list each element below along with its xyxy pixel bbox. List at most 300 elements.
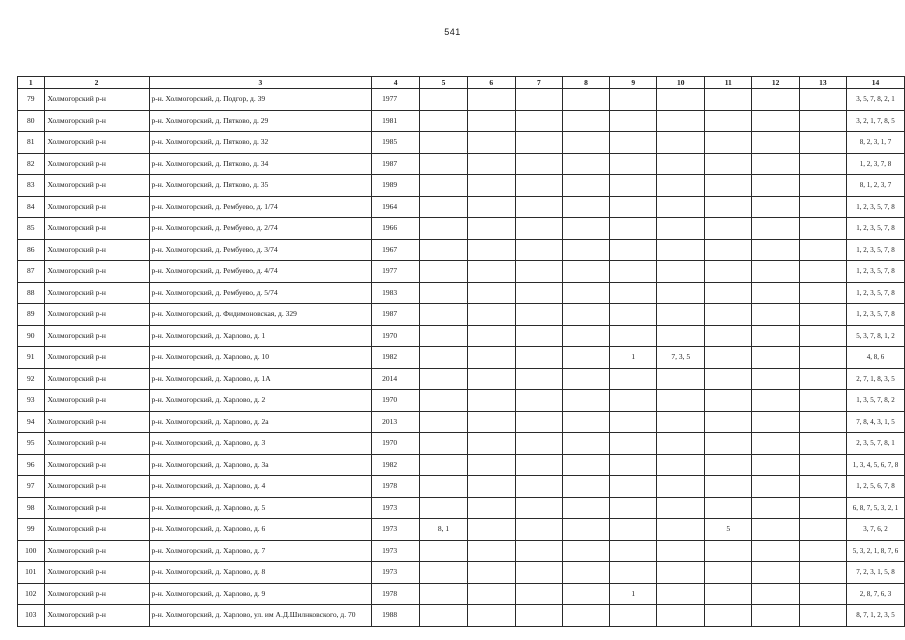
address-cell: р-н. Холмогорский, д. Рембуево, д. 4/74 [149, 261, 372, 283]
col7-cell [515, 605, 562, 627]
district-cell: Холмогорский р-н [44, 497, 149, 519]
column-header-1: 1 [18, 77, 45, 89]
column-header-12: 12 [752, 77, 799, 89]
col6-cell [467, 153, 515, 175]
row-number: 92 [18, 368, 45, 390]
col9-cell [610, 153, 657, 175]
col14-cell: 3, 5, 7, 8, 2, 1 [847, 89, 905, 111]
col5-cell [420, 282, 468, 304]
district-cell: Холмогорский р-н [44, 132, 149, 154]
col11-cell [705, 390, 752, 412]
column-header-10: 10 [657, 77, 705, 89]
col10-cell [657, 411, 705, 433]
col6-cell [467, 411, 515, 433]
column-header-4: 4 [372, 77, 420, 89]
col10-cell [657, 304, 705, 326]
col7-cell [515, 325, 562, 347]
col6-cell [467, 282, 515, 304]
district-cell: Холмогорский р-н [44, 540, 149, 562]
col10-cell [657, 175, 705, 197]
table-row [18, 347, 905, 369]
district-cell: Холмогорский р-н [44, 433, 149, 455]
col14-cell: 3, 7, 6, 2 [847, 519, 905, 541]
col10-cell: 7, 3, 5 [657, 347, 705, 369]
col9-cell [610, 304, 657, 326]
col12-cell [752, 153, 799, 175]
district-cell: Холмогорский р-н [44, 175, 149, 197]
col6-cell [467, 454, 515, 476]
col13-cell [799, 497, 846, 519]
col7-cell [515, 261, 562, 283]
col7-cell [515, 218, 562, 240]
col8-cell [562, 325, 609, 347]
col8-cell [562, 89, 609, 111]
col13-cell [799, 454, 846, 476]
col5-cell [420, 368, 468, 390]
table-body [18, 89, 905, 627]
col9-cell [610, 368, 657, 390]
col7-cell [515, 476, 562, 498]
col7-cell [515, 89, 562, 111]
table-row [18, 196, 905, 218]
address-cell: р-н. Холмогорский, д. Рембуево, д. 5/74 [149, 282, 372, 304]
district-cell: Холмогорский р-н [44, 282, 149, 304]
address-cell: р-н. Холмогорский, д. Харлово, д. 3а [149, 454, 372, 476]
col6-cell [467, 583, 515, 605]
address-cell: р-н. Холмогорский, д. Харлово, ул. им А.Д.Шилнковского, д. 70 [149, 605, 372, 627]
col11-cell [705, 562, 752, 584]
table-row [18, 282, 905, 304]
col13-cell [799, 175, 846, 197]
col7-cell [515, 110, 562, 132]
col12-cell [752, 583, 799, 605]
year-cell: 1987 [372, 304, 420, 326]
col5-cell [420, 153, 468, 175]
col10-cell [657, 454, 705, 476]
row-number: 94 [18, 411, 45, 433]
table-row [18, 368, 905, 390]
year-cell: 1977 [372, 89, 420, 111]
col12-cell [752, 390, 799, 412]
col6-cell [467, 325, 515, 347]
address-cell: р-н. Холмогорский, д. Рембуево, д. 3/74 [149, 239, 372, 261]
col13-cell [799, 605, 846, 627]
col13-cell [799, 476, 846, 498]
col11-cell [705, 583, 752, 605]
row-number: 99 [18, 519, 45, 541]
address-cell: р-н. Холмогорский, д. Харлово, д. 5 [149, 497, 372, 519]
col9-cell [610, 196, 657, 218]
col5-cell [420, 433, 468, 455]
district-cell: Холмогорский р-н [44, 239, 149, 261]
col12-cell [752, 605, 799, 627]
col13-cell [799, 304, 846, 326]
col9-cell [610, 540, 657, 562]
district-cell: Холмогорский р-н [44, 411, 149, 433]
district-cell: Холмогорский р-н [44, 583, 149, 605]
col13-cell [799, 411, 846, 433]
row-number: 88 [18, 282, 45, 304]
col12-cell [752, 497, 799, 519]
row-number: 81 [18, 132, 45, 154]
col5-cell [420, 304, 468, 326]
col8-cell [562, 218, 609, 240]
col14-cell: 1, 3, 4, 5, 6, 7, 8 [847, 454, 905, 476]
col14-cell: 1, 2, 5, 6, 7, 8 [847, 476, 905, 498]
col12-cell [752, 476, 799, 498]
col11-cell [705, 282, 752, 304]
column-header-13: 13 [799, 77, 846, 89]
col13-cell [799, 390, 846, 412]
district-cell: Холмогорский р-н [44, 261, 149, 283]
year-cell: 1978 [372, 583, 420, 605]
year-cell: 2013 [372, 411, 420, 433]
col6-cell [467, 497, 515, 519]
col7-cell [515, 583, 562, 605]
col5-cell [420, 175, 468, 197]
col5-cell [420, 411, 468, 433]
col5-cell [420, 239, 468, 261]
col13-cell [799, 89, 846, 111]
col10-cell [657, 89, 705, 111]
col13-cell [799, 282, 846, 304]
address-cell: р-н. Холмогорский, д. Харлово, д. 3 [149, 433, 372, 455]
year-cell: 1973 [372, 540, 420, 562]
col12-cell [752, 132, 799, 154]
year-cell: 1987 [372, 153, 420, 175]
year-cell: 1988 [372, 605, 420, 627]
col14-cell: 2, 7, 1, 8, 3, 5 [847, 368, 905, 390]
year-cell: 1981 [372, 110, 420, 132]
district-cell: Холмогорский р-н [44, 218, 149, 240]
col6-cell [467, 239, 515, 261]
table-row [18, 325, 905, 347]
col12-cell [752, 110, 799, 132]
col8-cell [562, 132, 609, 154]
row-number: 84 [18, 196, 45, 218]
col6-cell [467, 390, 515, 412]
col13-cell [799, 110, 846, 132]
col11-cell [705, 175, 752, 197]
row-number: 93 [18, 390, 45, 412]
col5-cell [420, 540, 468, 562]
col14-cell: 7, 2, 3, 1, 5, 8 [847, 562, 905, 584]
year-cell: 1964 [372, 196, 420, 218]
district-cell: Холмогорский р-н [44, 605, 149, 627]
col13-cell [799, 261, 846, 283]
col9-cell [610, 433, 657, 455]
col9-cell [610, 239, 657, 261]
year-cell: 2014 [372, 368, 420, 390]
table-row [18, 497, 905, 519]
col5-cell [420, 89, 468, 111]
address-cell: р-н. Холмогорский, д. Пятково, д. 32 [149, 132, 372, 154]
col14-cell: 1, 2, 3, 5, 7, 8 [847, 304, 905, 326]
col9-cell [610, 282, 657, 304]
col7-cell [515, 497, 562, 519]
row-number: 101 [18, 562, 45, 584]
col11-cell [705, 411, 752, 433]
table-row [18, 218, 905, 240]
district-cell: Холмогорский р-н [44, 519, 149, 541]
col5-cell [420, 261, 468, 283]
col13-cell [799, 132, 846, 154]
col5-cell [420, 110, 468, 132]
address-cell: р-н. Холмогорский, д. Харлово, д. 1 [149, 325, 372, 347]
col14-cell: 2, 3, 5, 7, 8, 1 [847, 433, 905, 455]
col9-cell [610, 605, 657, 627]
address-cell: р-н. Холмогорский, д. Харлово, д. 6 [149, 519, 372, 541]
col6-cell [467, 304, 515, 326]
col8-cell [562, 347, 609, 369]
address-cell: р-н. Холмогорский, д. Подгор, д. 39 [149, 89, 372, 111]
col11-cell [705, 153, 752, 175]
district-cell: Холмогорский р-н [44, 153, 149, 175]
col14-cell: 8, 7, 1, 2, 3, 5 [847, 605, 905, 627]
column-header-9: 9 [610, 77, 657, 89]
col10-cell [657, 110, 705, 132]
column-header-8: 8 [562, 77, 609, 89]
col12-cell [752, 562, 799, 584]
col8-cell [562, 153, 609, 175]
address-cell: р-н. Холмогорский, д. Харлово, д. 2а [149, 411, 372, 433]
col13-cell [799, 325, 846, 347]
col12-cell [752, 89, 799, 111]
year-cell: 1982 [372, 454, 420, 476]
header-row [18, 77, 905, 89]
col12-cell [752, 368, 799, 390]
table-row [18, 411, 905, 433]
row-number: 79 [18, 89, 45, 111]
address-cell: р-н. Холмогорский, д. Харлово, д. 7 [149, 540, 372, 562]
col13-cell [799, 519, 846, 541]
col10-cell [657, 239, 705, 261]
district-cell: Холмогорский р-н [44, 368, 149, 390]
address-cell: р-н. Холмогорский, д. Рембуево, д. 1/74 [149, 196, 372, 218]
col8-cell [562, 605, 609, 627]
year-cell: 1977 [372, 261, 420, 283]
row-number: 82 [18, 153, 45, 175]
col9-cell [610, 325, 657, 347]
year-cell: 1973 [372, 497, 420, 519]
col5-cell [420, 562, 468, 584]
col7-cell [515, 132, 562, 154]
col10-cell [657, 497, 705, 519]
data-table [17, 76, 905, 627]
column-header-2: 2 [44, 77, 149, 89]
col9-cell [610, 175, 657, 197]
table-row [18, 89, 905, 111]
row-number: 80 [18, 110, 45, 132]
row-number: 87 [18, 261, 45, 283]
col7-cell [515, 519, 562, 541]
col11-cell [705, 497, 752, 519]
col8-cell [562, 433, 609, 455]
col7-cell [515, 433, 562, 455]
col13-cell [799, 583, 846, 605]
row-number: 96 [18, 454, 45, 476]
row-number: 102 [18, 583, 45, 605]
year-cell: 1978 [372, 476, 420, 498]
col6-cell [467, 132, 515, 154]
col12-cell [752, 433, 799, 455]
col11-cell: 5 [705, 519, 752, 541]
col11-cell [705, 347, 752, 369]
col8-cell [562, 175, 609, 197]
col8-cell [562, 368, 609, 390]
table-row [18, 540, 905, 562]
district-cell: Холмогорский р-н [44, 347, 149, 369]
year-cell: 1985 [372, 132, 420, 154]
col12-cell [752, 239, 799, 261]
col7-cell [515, 347, 562, 369]
col12-cell [752, 218, 799, 240]
col8-cell [562, 519, 609, 541]
col14-cell: 5, 3, 7, 8, 1, 2 [847, 325, 905, 347]
col10-cell [657, 218, 705, 240]
col8-cell [562, 282, 609, 304]
district-cell: Холмогорский р-н [44, 89, 149, 111]
col9-cell: 1 [610, 347, 657, 369]
col6-cell [467, 476, 515, 498]
col12-cell [752, 540, 799, 562]
col14-cell: 4, 8, 6 [847, 347, 905, 369]
col8-cell [562, 476, 609, 498]
col8-cell [562, 304, 609, 326]
col14-cell: 1, 2, 3, 5, 7, 8 [847, 239, 905, 261]
page-number: 541 [444, 27, 461, 37]
col11-cell [705, 433, 752, 455]
table-row [18, 390, 905, 412]
year-cell: 1973 [372, 519, 420, 541]
row-number: 85 [18, 218, 45, 240]
col9-cell: 1 [610, 583, 657, 605]
address-cell: р-н. Холмогорский, д. Харлово, д. 9 [149, 583, 372, 605]
col7-cell [515, 304, 562, 326]
row-number: 98 [18, 497, 45, 519]
col5-cell [420, 218, 468, 240]
col10-cell [657, 433, 705, 455]
col12-cell [752, 261, 799, 283]
district-cell: Холмогорский р-н [44, 325, 149, 347]
col13-cell [799, 347, 846, 369]
col11-cell [705, 304, 752, 326]
address-cell: р-н. Холмогорский, д. Пятково, д. 34 [149, 153, 372, 175]
col10-cell [657, 605, 705, 627]
col5-cell [420, 476, 468, 498]
col9-cell [610, 497, 657, 519]
address-cell: р-н. Холмогорский, д. Пятково, д. 35 [149, 175, 372, 197]
col7-cell [515, 390, 562, 412]
col12-cell [752, 196, 799, 218]
address-cell: р-н. Холмогорский, д. Харлово, д. 1А [149, 368, 372, 390]
col11-cell [705, 540, 752, 562]
table-row [18, 433, 905, 455]
col5-cell [420, 196, 468, 218]
table-row [18, 562, 905, 584]
table-row [18, 304, 905, 326]
col11-cell [705, 325, 752, 347]
col7-cell [515, 175, 562, 197]
col6-cell [467, 347, 515, 369]
district-cell: Холмогорский р-н [44, 454, 149, 476]
address-cell: р-н. Холмогорский, д. Фидимоновская, д. 329 [149, 304, 372, 326]
col10-cell [657, 368, 705, 390]
col8-cell [562, 583, 609, 605]
col6-cell [467, 519, 515, 541]
year-cell: 1970 [372, 433, 420, 455]
col6-cell [467, 368, 515, 390]
col7-cell [515, 454, 562, 476]
col12-cell [752, 454, 799, 476]
address-cell: р-н. Холмогорский, д. Харлово, д. 8 [149, 562, 372, 584]
year-cell: 1983 [372, 282, 420, 304]
address-cell: р-н. Холмогорский, д. Рембуево, д. 2/74 [149, 218, 372, 240]
col13-cell [799, 239, 846, 261]
col6-cell [467, 433, 515, 455]
col6-cell [467, 196, 515, 218]
col14-cell: 1, 2, 3, 7, 8 [847, 153, 905, 175]
col7-cell [515, 282, 562, 304]
col7-cell [515, 153, 562, 175]
district-cell: Холмогорский р-н [44, 304, 149, 326]
col6-cell [467, 540, 515, 562]
col12-cell [752, 282, 799, 304]
col10-cell [657, 261, 705, 283]
col5-cell: 8, 1 [420, 519, 468, 541]
col12-cell [752, 325, 799, 347]
year-cell: 1989 [372, 175, 420, 197]
column-header-14: 14 [847, 77, 905, 89]
col11-cell [705, 476, 752, 498]
year-cell: 1982 [372, 347, 420, 369]
col9-cell [610, 132, 657, 154]
district-cell: Холмогорский р-н [44, 110, 149, 132]
address-cell: р-н. Холмогорский, д. Харлово, д. 2 [149, 390, 372, 412]
col6-cell [467, 89, 515, 111]
col10-cell [657, 325, 705, 347]
table-row [18, 153, 905, 175]
row-number: 103 [18, 605, 45, 627]
col9-cell [610, 261, 657, 283]
col13-cell [799, 433, 846, 455]
col8-cell [562, 562, 609, 584]
col11-cell [705, 196, 752, 218]
col6-cell [467, 261, 515, 283]
col9-cell [610, 218, 657, 240]
col9-cell [610, 110, 657, 132]
col7-cell [515, 562, 562, 584]
col14-cell: 1, 3, 5, 7, 8, 2 [847, 390, 905, 412]
year-cell: 1966 [372, 218, 420, 240]
year-cell: 1973 [372, 562, 420, 584]
column-header-5: 5 [420, 77, 468, 89]
col12-cell [752, 519, 799, 541]
address-cell: р-н. Холмогорский, д. Пятково, д. 29 [149, 110, 372, 132]
col7-cell [515, 540, 562, 562]
table-row [18, 519, 905, 541]
col14-cell: 5, 3, 2, 1, 8, 7, 6 [847, 540, 905, 562]
col11-cell [705, 218, 752, 240]
year-cell: 1970 [372, 390, 420, 412]
col12-cell [752, 411, 799, 433]
col14-cell: 1, 2, 3, 5, 7, 8 [847, 218, 905, 240]
col6-cell [467, 605, 515, 627]
col14-cell: 6, 8, 7, 5, 3, 2, 1 [847, 497, 905, 519]
col14-cell: 1, 2, 3, 5, 7, 8 [847, 282, 905, 304]
col13-cell [799, 196, 846, 218]
col6-cell [467, 175, 515, 197]
